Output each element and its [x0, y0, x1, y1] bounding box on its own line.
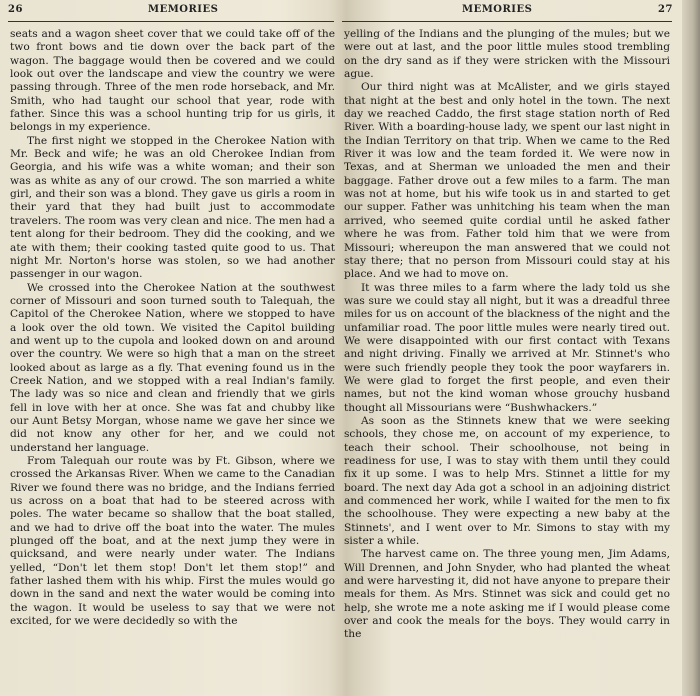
paragraph: We crossed into the Cherokee Nation at the southwest corner of Missouri and soon turned south to Talequah, the Capitol of the Cherokee Nation, where we stopped to have a look over the old town. We visited the Capitol building and went up to the cupola and looked down on and around over the country. We were so high that a man on the street looked about as large as a fly. That evening found us in the Creek Nation, and we stopped with a real Indian's family. The lady was so nice and clean and friendly that we girls fell in love with her at once. She was fat and chubby like our Aunt Betsy Morgan, whose name we gave her since we did not know any other for her, and we could not understand her language.: [10, 281, 335, 454]
paragraph: seats and a wagon sheet cover that we could take off of the two front bows and tie down over the back part of the wagon. The baggage would then be covered and we could look out over the landscape and view the country we were passing through. Three of the men rode horseback, and Mr. Smith, who had taught our school that year, rode with father. Since this was a school hunting trip for us girls, it belongs in my experience.: [10, 28, 335, 134]
right-page: [342, 0, 682, 696]
left-page-number: 26: [8, 4, 23, 15]
left-running-head: MEMORIES: [148, 4, 219, 15]
paragraph: As soon as the Stinnets knew that we were seeking schools, they chose me, on account of my experience, to teach their school. Their schoolhouse, not being in readiness for use, I was to stay with them until they could fix it up some. I was to help Mrs. Stinnet a little for my board. The next day Ada got a school in an adjoining district and commenced her work, while I waited for the men to fix the schoolhouse. They were expecting a new baby at the Stinnets', and I went over to Mr. Simons to stay with my sister a while.: [344, 414, 670, 548]
left-page-body: [10, 28, 335, 628]
paragraph: yelling of the Indians and the plunging of the mules; but we were out at last, and the poor little mules stood trembling on the dry sand as if they were stricken with the Missouri ague.: [344, 28, 670, 81]
paragraph: It was three miles to a farm where the lady told us she was sure we could stay all night, but it was a dreadful three miles for us on account of the blackness of the night and the unfamiliar road. The poor little mules were nearly tired out. We were disappointed with our first contact with Texans and night driving. Finally we arrived at Mr. Stinnet's who were such friendly people they took the poor wayfarers in. We were glad to forget the first people, and even their names, but not the kind woman whose grouchy husband thought all Missourians were “Bushwhackers.”: [344, 281, 670, 414]
right-page-body: [344, 28, 670, 642]
paragraph: The first night we stopped in the Cherokee Nation with Mr. Beck and wife; he was an old Cherokee Indian from Georgia, and his wife was a white woman; and their son was as white as any of our crowd. The son married a white girl, and their son was a blond. They gave us girls a room in their yard that they had built just to accommodate travelers. The room was very clean and nice. The men had a tent along for their bedroom. They did the cooking, and we ate with them; their cooking tasted quite good to us. That night Mr. Norton's horse was stolen, so we had another passenger in our wagon.: [10, 134, 335, 281]
left-header-rule: [8, 21, 334, 22]
paragraph: From Talequah our route was by Ft. Gibson, where we crossed the Arkansas River. When we came to the Canadian River we found there was no bridge, and the Indians ferried us across on a boat that had to be steered across with poles. The water became so shallow that the boat stalled, and we had to drive off the boat into the water. The mules plunged off the boat, and at the next jump they were in quicksand, and were nearly under water. The Indians yelled, “Don't let them stop! Don't let them stop!” and father lashed them with his whip. First the mules would go down in the sand and next the water would be coming into the wagon. It would be useless to say that we were not excited, for we were decidedly so with the: [10, 455, 335, 628]
page-edges: [682, 0, 700, 696]
right-header-rule: [342, 21, 672, 22]
right-running-head: MEMORIES: [462, 4, 533, 15]
left-page-header: [8, 4, 334, 18]
right-page-header: [342, 4, 672, 18]
paragraph: Our third night was at McAlister, and we girls stayed that night at the best and only hotel in the town. The next day we reached Caddo, the first stage station north of Red River. With a boarding-house lady, we spent our last night in the Indian Territory on that trip. When we came to the Red River it was low and the team forded it. We were now in Texas, and at Sherman we unloaded the men and their baggage. Father drove out a few miles to a farm. The man was not at home, but his wife took us in and started to get our supper. Father was unhitching his team when the man arrived, who seemed quite cordial until he asked father where he was from. Father told him that we were from Missouri; whereupon the man answered that we could not stay there; that no person from Missouri could stay at his place. And we had to move on.: [344, 81, 670, 281]
right-page-number: 27: [658, 4, 673, 15]
left-page: [0, 0, 342, 696]
paragraph: The harvest came on. The three young men, Jim Adams, Will Drennen, and John Snyder, who had planted the wheat and were harvesting it, did not have anyone to prepare their meals for them. As Mrs. Stinnet was sick and could get no help, she wrote me a note asking me if I would please come over and cook the meals for the boys. They would carry in the: [344, 548, 670, 641]
